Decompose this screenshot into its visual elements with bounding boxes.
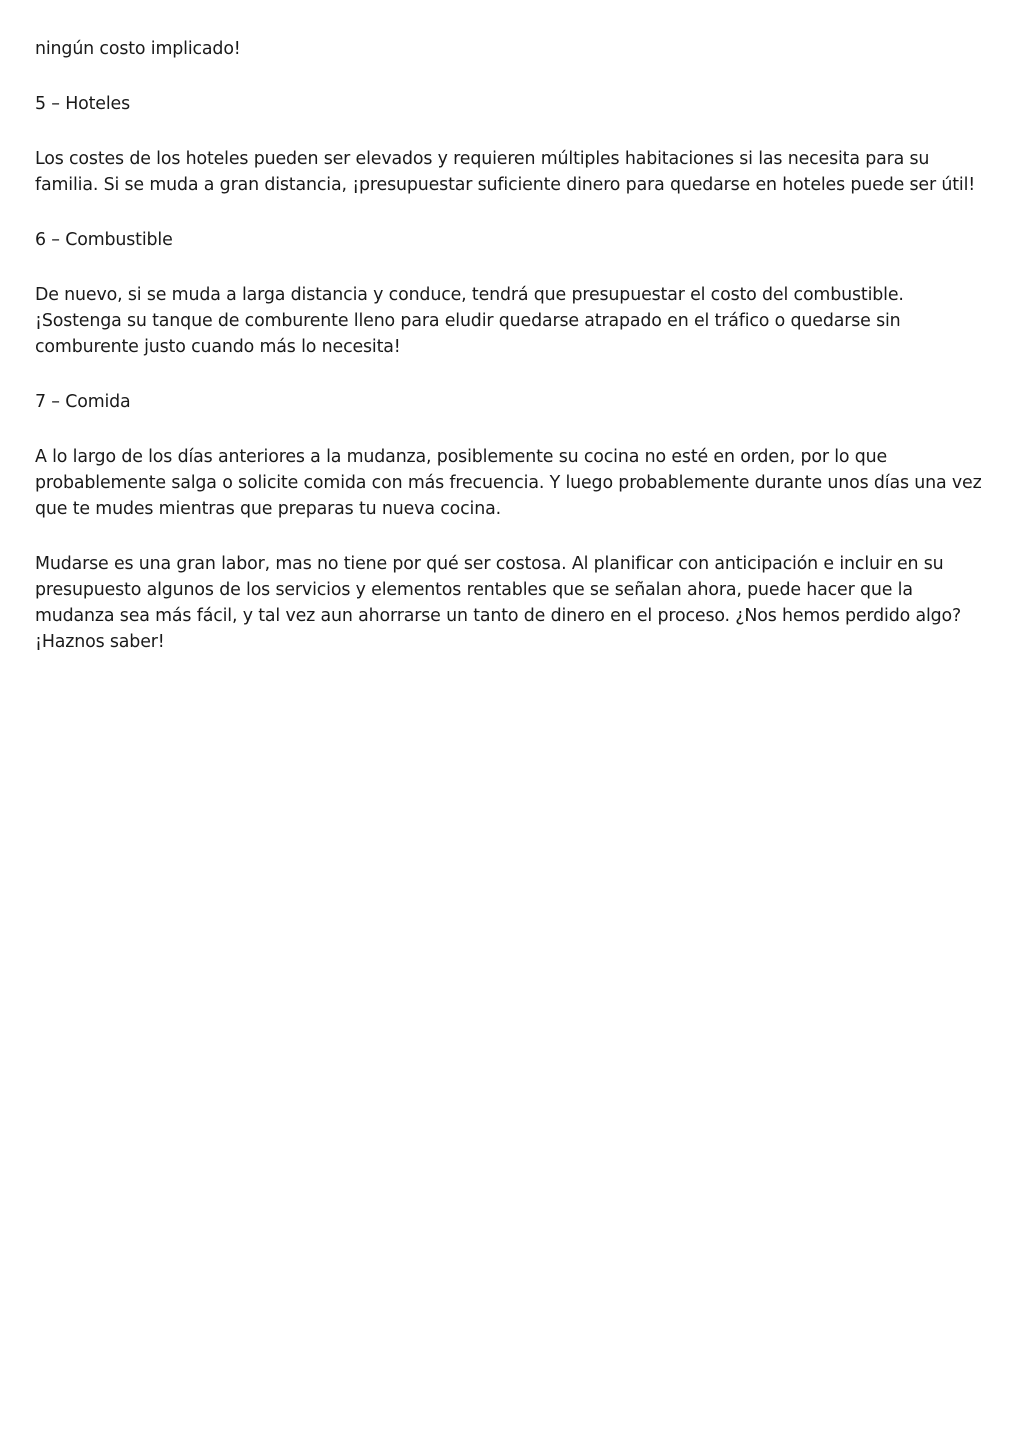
paragraph-combustible: De nuevo, si se muda a larga distancia y conduce, tendrá que presupuestar el costo del combustible. ¡Sostenga su tanque de comburente lleno para eludir quedarse atrapado en el tráfico o quedarse sin comburente justo cuando más lo necesita! [35, 285, 904, 357]
section-heading-combustible: 6 – Combustible [35, 230, 173, 250]
paragraph-hoteles: Los costes de los hoteles pueden ser elevados y requieren múltiples habitaciones si las necesita para su familia. Si se muda a gran distancia, ¡presupuestar suficiente dinero para quedarse en hoteles puede ser útil! [35, 149, 976, 195]
section-heading-comida: 7 – Comida [35, 392, 131, 412]
paragraph-comida: A lo largo de los días anteriores a la mudanza, posiblemente su cocina no esté en orden, por lo que probablemente salga o solicite comida con más frecuencia. Y luego probablemente durante unos días una vez que te mudes mientras que preparas tu nueva cocina. [35, 447, 982, 519]
document-page [35, 36, 995, 684]
paragraph-conclusion: Mudarse es una gran labor, mas no tiene por qué ser costosa. Al planificar con anticipación e incluir en su presupuesto algunos de los servicios y elementos rentables que se señalan ahora, puede hacer que la mudanza sea más fácil, y tal vez aun ahorrarse un tanto de dinero en el proceso. ¿Nos hemos perdido algo? ¡Haznos saber! [35, 554, 962, 652]
paragraph-continuation: ningún costo implicado! [35, 39, 241, 59]
section-heading-hoteles: 5 – Hoteles [35, 94, 130, 114]
